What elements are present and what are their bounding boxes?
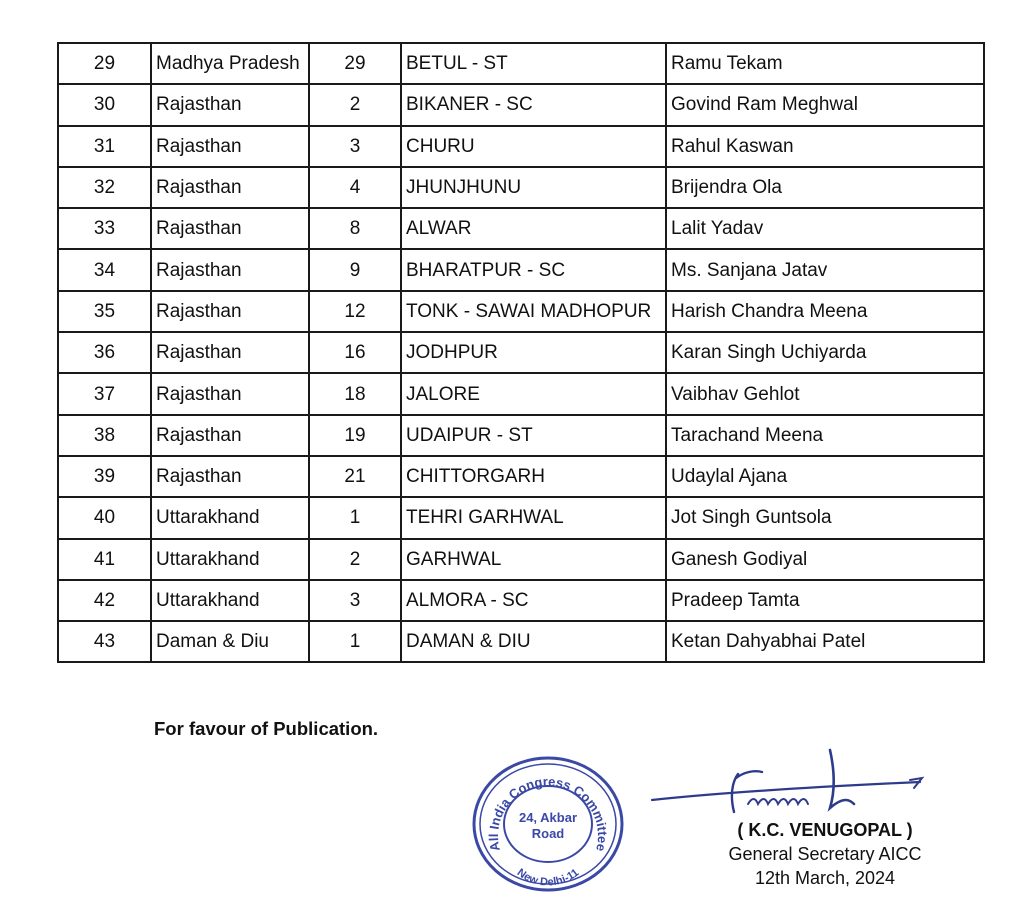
candidate-name-cell: Vaibhav Gehlot (666, 373, 984, 414)
table-row (58, 621, 984, 662)
serial-number-cell: 30 (58, 84, 151, 125)
aicc-seal (468, 752, 628, 892)
state-cell: Uttarakhand (151, 497, 309, 538)
serial-number-cell: 39 (58, 456, 151, 497)
state-cell: Rajasthan (151, 456, 309, 497)
serial-number-cell: 34 (58, 249, 151, 290)
serial-number-cell: 41 (58, 539, 151, 580)
candidate-name-cell: Tarachand Meena (666, 415, 984, 456)
constituency-cell: ALWAR (401, 208, 666, 249)
state-cell: Rajasthan (151, 291, 309, 332)
table-row (58, 126, 984, 167)
pc-number-cell: 12 (309, 291, 401, 332)
table-row (58, 497, 984, 538)
pc-number-cell: 19 (309, 415, 401, 456)
table-row (58, 249, 984, 290)
state-cell: Rajasthan (151, 126, 309, 167)
candidate-name-cell: Ganesh Godiyal (666, 539, 984, 580)
pc-number-cell: 1 (309, 497, 401, 538)
pc-number-cell: 3 (309, 580, 401, 621)
pc-number-cell: 21 (309, 456, 401, 497)
pc-number-cell: 9 (309, 249, 401, 290)
constituency-cell: GARHWAL (401, 539, 666, 580)
table-row (58, 373, 984, 414)
constituency-cell: BIKANER - SC (401, 84, 666, 125)
pc-number-cell: 18 (309, 373, 401, 414)
candidate-name-cell: Ramu Tekam (666, 43, 984, 84)
candidate-name-cell: Rahul Kaswan (666, 126, 984, 167)
serial-number-cell: 43 (58, 621, 151, 662)
serial-number-cell: 40 (58, 497, 151, 538)
table-row (58, 580, 984, 621)
table-row (58, 43, 984, 84)
constituency-cell: TONK - SAWAI MADHOPUR (401, 291, 666, 332)
constituency-cell: JHUNJHUNU (401, 167, 666, 208)
constituency-cell: UDAIPUR - ST (401, 415, 666, 456)
state-cell: Madhya Pradesh (151, 43, 309, 84)
table-row (58, 291, 984, 332)
candidate-name-cell: Lalit Yadav (666, 208, 984, 249)
state-cell: Rajasthan (151, 415, 309, 456)
constituency-cell: ALMORA - SC (401, 580, 666, 621)
candidates-table-body (58, 43, 984, 662)
candidate-name-cell: Ketan Dahyabhai Patel (666, 621, 984, 662)
seal-ring-text: All India Congress Committee (485, 773, 611, 853)
serial-number-cell: 31 (58, 126, 151, 167)
table-row (58, 332, 984, 373)
state-cell: Uttarakhand (151, 539, 309, 580)
state-cell: Rajasthan (151, 167, 309, 208)
serial-number-cell: 37 (58, 373, 151, 414)
pc-number-cell: 2 (309, 84, 401, 125)
state-cell: Rajasthan (151, 84, 309, 125)
pc-number-cell: 2 (309, 539, 401, 580)
serial-number-cell: 42 (58, 580, 151, 621)
serial-number-cell: 29 (58, 43, 151, 84)
seal-center-line1: 24, Akbar (518, 810, 578, 825)
publication-note: For favour of Publication. (154, 718, 379, 739)
pc-number-cell: 1 (309, 621, 401, 662)
state-cell: Uttarakhand (151, 580, 309, 621)
constituency-cell: CHITTORGARH (401, 456, 666, 497)
state-cell: Rajasthan (151, 332, 309, 373)
state-cell: Rajasthan (151, 208, 309, 249)
pc-number-cell: 8 (309, 208, 401, 249)
constituency-cell: JALORE (401, 373, 666, 414)
pc-number-cell: 29 (309, 43, 401, 84)
signature (648, 738, 928, 828)
serial-number-cell: 32 (58, 167, 151, 208)
candidate-name-cell: Pradeep Tamta (666, 580, 984, 621)
signatory-block (705, 818, 945, 890)
candidate-name-cell: Ms. Sanjana Jatav (666, 249, 984, 290)
table-row (58, 208, 984, 249)
state-cell: Daman & Diu (151, 621, 309, 662)
candidate-name-cell: Jot Singh Guntsola (666, 497, 984, 538)
table-row (58, 539, 984, 580)
signatory-name: ( K.C. VENUGOPAL ) (737, 820, 913, 840)
serial-number-cell: 38 (58, 415, 151, 456)
constituency-cell: CHURU (401, 126, 666, 167)
serial-number-cell: 36 (58, 332, 151, 373)
table-row (58, 456, 984, 497)
candidate-name-cell: Udaylal Ajana (666, 456, 984, 497)
candidates-table (57, 42, 985, 663)
seal-center-line2: Road (531, 826, 565, 841)
candidate-name-cell: Karan Singh Uchiyarda (666, 332, 984, 373)
signatory-title: General Secretary AICC (728, 844, 922, 864)
serial-number-cell: 35 (58, 291, 151, 332)
candidate-name-cell: Brijendra Ola (666, 167, 984, 208)
state-cell: Rajasthan (151, 249, 309, 290)
constituency-cell: BETUL - ST (401, 43, 666, 84)
pc-number-cell: 4 (309, 167, 401, 208)
table-row (58, 84, 984, 125)
pc-number-cell: 3 (309, 126, 401, 167)
candidate-name-cell: Harish Chandra Meena (666, 291, 984, 332)
signature-date: 12th March, 2024 (754, 868, 896, 888)
state-cell: Rajasthan (151, 373, 309, 414)
constituency-cell: DAMAN & DIU (401, 621, 666, 662)
pc-number-cell: 16 (309, 332, 401, 373)
constituency-cell: JODHPUR (401, 332, 666, 373)
constituency-cell: BHARATPUR - SC (401, 249, 666, 290)
table-row (58, 167, 984, 208)
table-row (58, 415, 984, 456)
seal-bottom-text: New Delhi-11 (514, 866, 582, 889)
candidate-name-cell: Govind Ram Meghwal (666, 84, 984, 125)
constituency-cell: TEHRI GARHWAL (401, 497, 666, 538)
serial-number-cell: 33 (58, 208, 151, 249)
